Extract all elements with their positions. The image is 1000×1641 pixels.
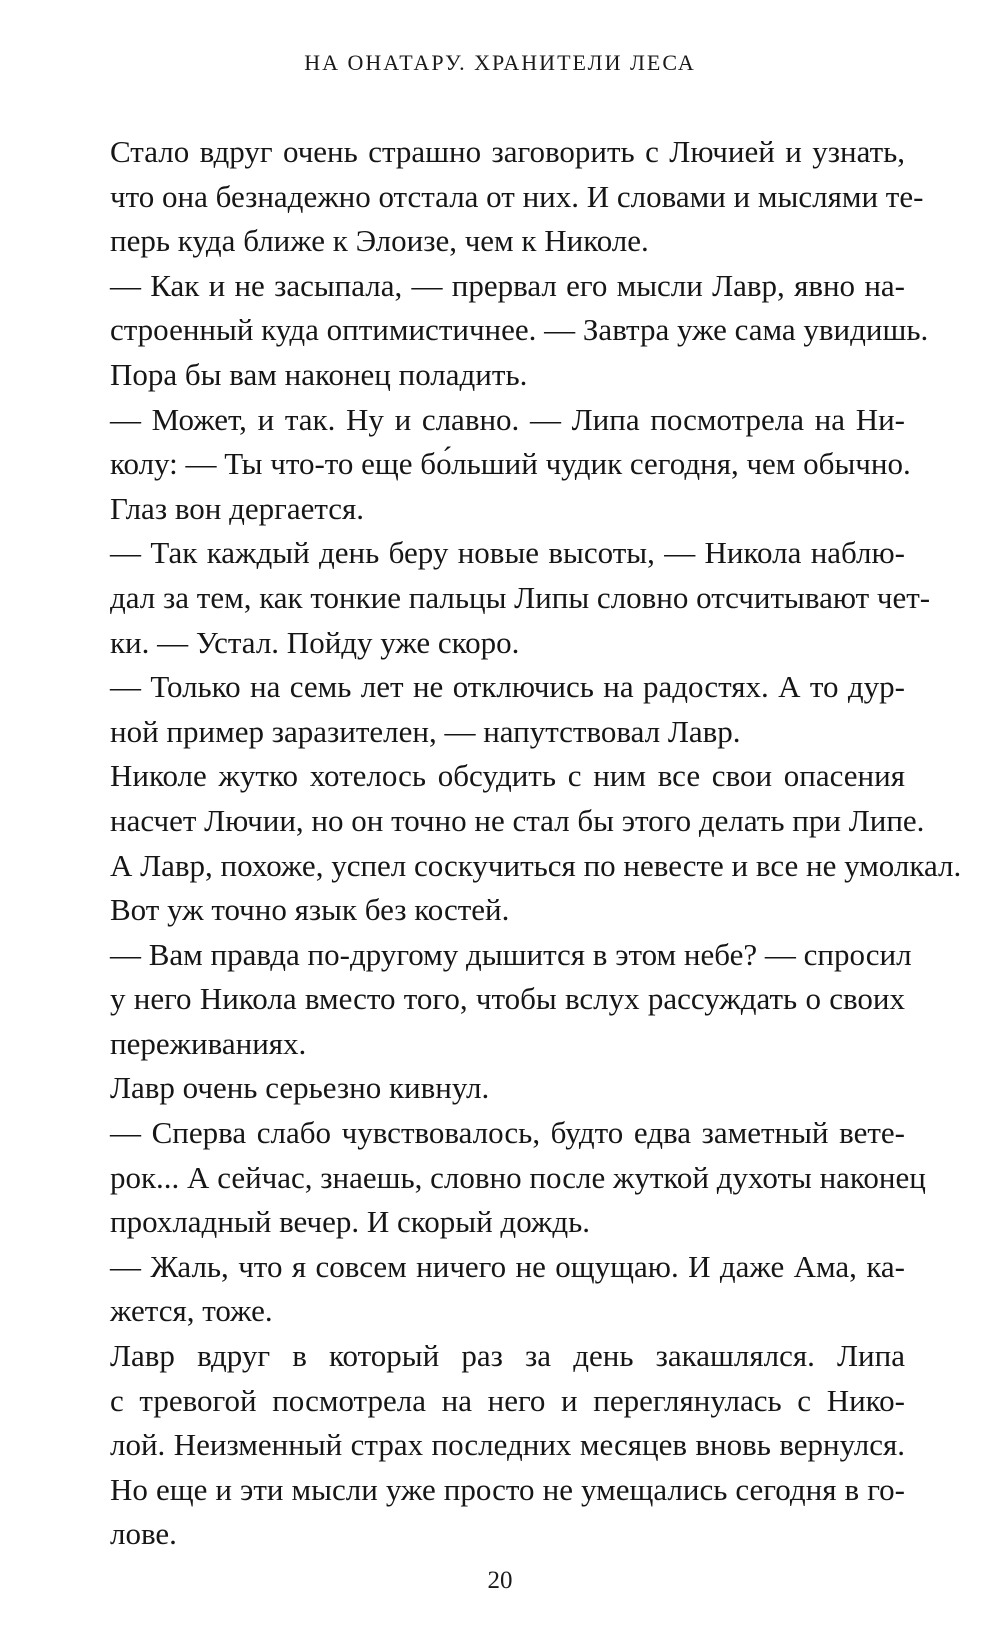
text-line: А Лавр, похоже, успел соскучиться по невесте и все не умолкал. xyxy=(110,847,962,883)
text-line: строенный куда оптимистичнее. — Завтра уже сама увидишь. xyxy=(110,312,929,348)
text-line: лове. xyxy=(110,1516,177,1552)
text-line: Вот уж точно язык без костей. xyxy=(110,892,510,928)
running-head: НА ОНАТАРУ. ХРАНИТЕЛИ ЛЕСА xyxy=(304,50,696,75)
body-text xyxy=(110,130,962,1557)
text-line: Стало вдруг очень страшно заговорить с Лючией и узнать, xyxy=(110,134,905,169)
text-line: — Может, и так. Ну и славно. — Липа посмотрела на Ни- xyxy=(110,401,905,437)
text-line: — Жаль, что я совсем ничего не ощущаю. И даже Ама, ка- xyxy=(110,1248,905,1284)
text-line: ной пример заразителен, — напутствовал Лавр. xyxy=(110,713,741,749)
text-line: с тревогой посмотрела на него и переглянулась с Нико- xyxy=(110,1382,905,1418)
text-line: Николе жутко хотелось обсудить с ним все свои опасения xyxy=(110,758,905,794)
page-number: 20 xyxy=(487,1567,513,1594)
text-line: что она безнадежно отстала от них. И словами и мыслями те- xyxy=(110,178,924,214)
text-line: дал за тем, как тонкие пальцы Липы словно отсчитывают чет- xyxy=(110,579,931,615)
text-line: — Вам правда по-другому дышится в этом небе? — спросил xyxy=(110,936,912,972)
text-line: переживаниях. xyxy=(110,1025,307,1061)
text-line: ки. — Устал. Пойду уже скоро. xyxy=(110,624,520,660)
text-line: у него Никола вместо того, чтобы вслух рассуждать о своих xyxy=(110,981,905,1017)
text-line: насчет Лючии, но он точно не стал бы этого делать при Липе. xyxy=(110,802,925,838)
text-line: — Как и не засыпала, — прервал его мысли Лавр, явно на- xyxy=(110,267,905,303)
text-line: колу: — Ты что-то еще бо́льший чудик сегодня, чем обычно. xyxy=(110,446,911,482)
text-line: — Сперва слабо чувствовалось, будто едва заметный вете- xyxy=(110,1115,905,1151)
text-line: рок... А сейчас, знаешь, словно после жуткой духоты наконец xyxy=(110,1159,926,1195)
text-line: перь куда ближе к Элоизе, чем к Николе. xyxy=(110,223,649,259)
text-line: — Только на семь лет не отключись на радостях. А то дур- xyxy=(110,669,905,705)
text-line: Лавр вдруг в который раз за день закашлялся. Липа xyxy=(110,1338,905,1374)
text-line: Но еще и эти мысли уже просто не умещались сегодня в го- xyxy=(110,1471,905,1507)
text-line: Пора бы вам наконец поладить. xyxy=(110,356,528,392)
text-line: лой. Неизменный страх последних месяцев вновь вернулся. xyxy=(110,1427,905,1463)
text-line: прохладный вечер. И скорый дождь. xyxy=(110,1204,591,1240)
text-line: — Так каждый день беру новые высоты, — Никола наблю- xyxy=(110,535,905,571)
text-line: Глаз вон дергается. xyxy=(110,490,365,526)
text-line: Лавр очень серьезно кивнул. xyxy=(110,1070,490,1106)
text-line: жется, тоже. xyxy=(110,1293,273,1329)
